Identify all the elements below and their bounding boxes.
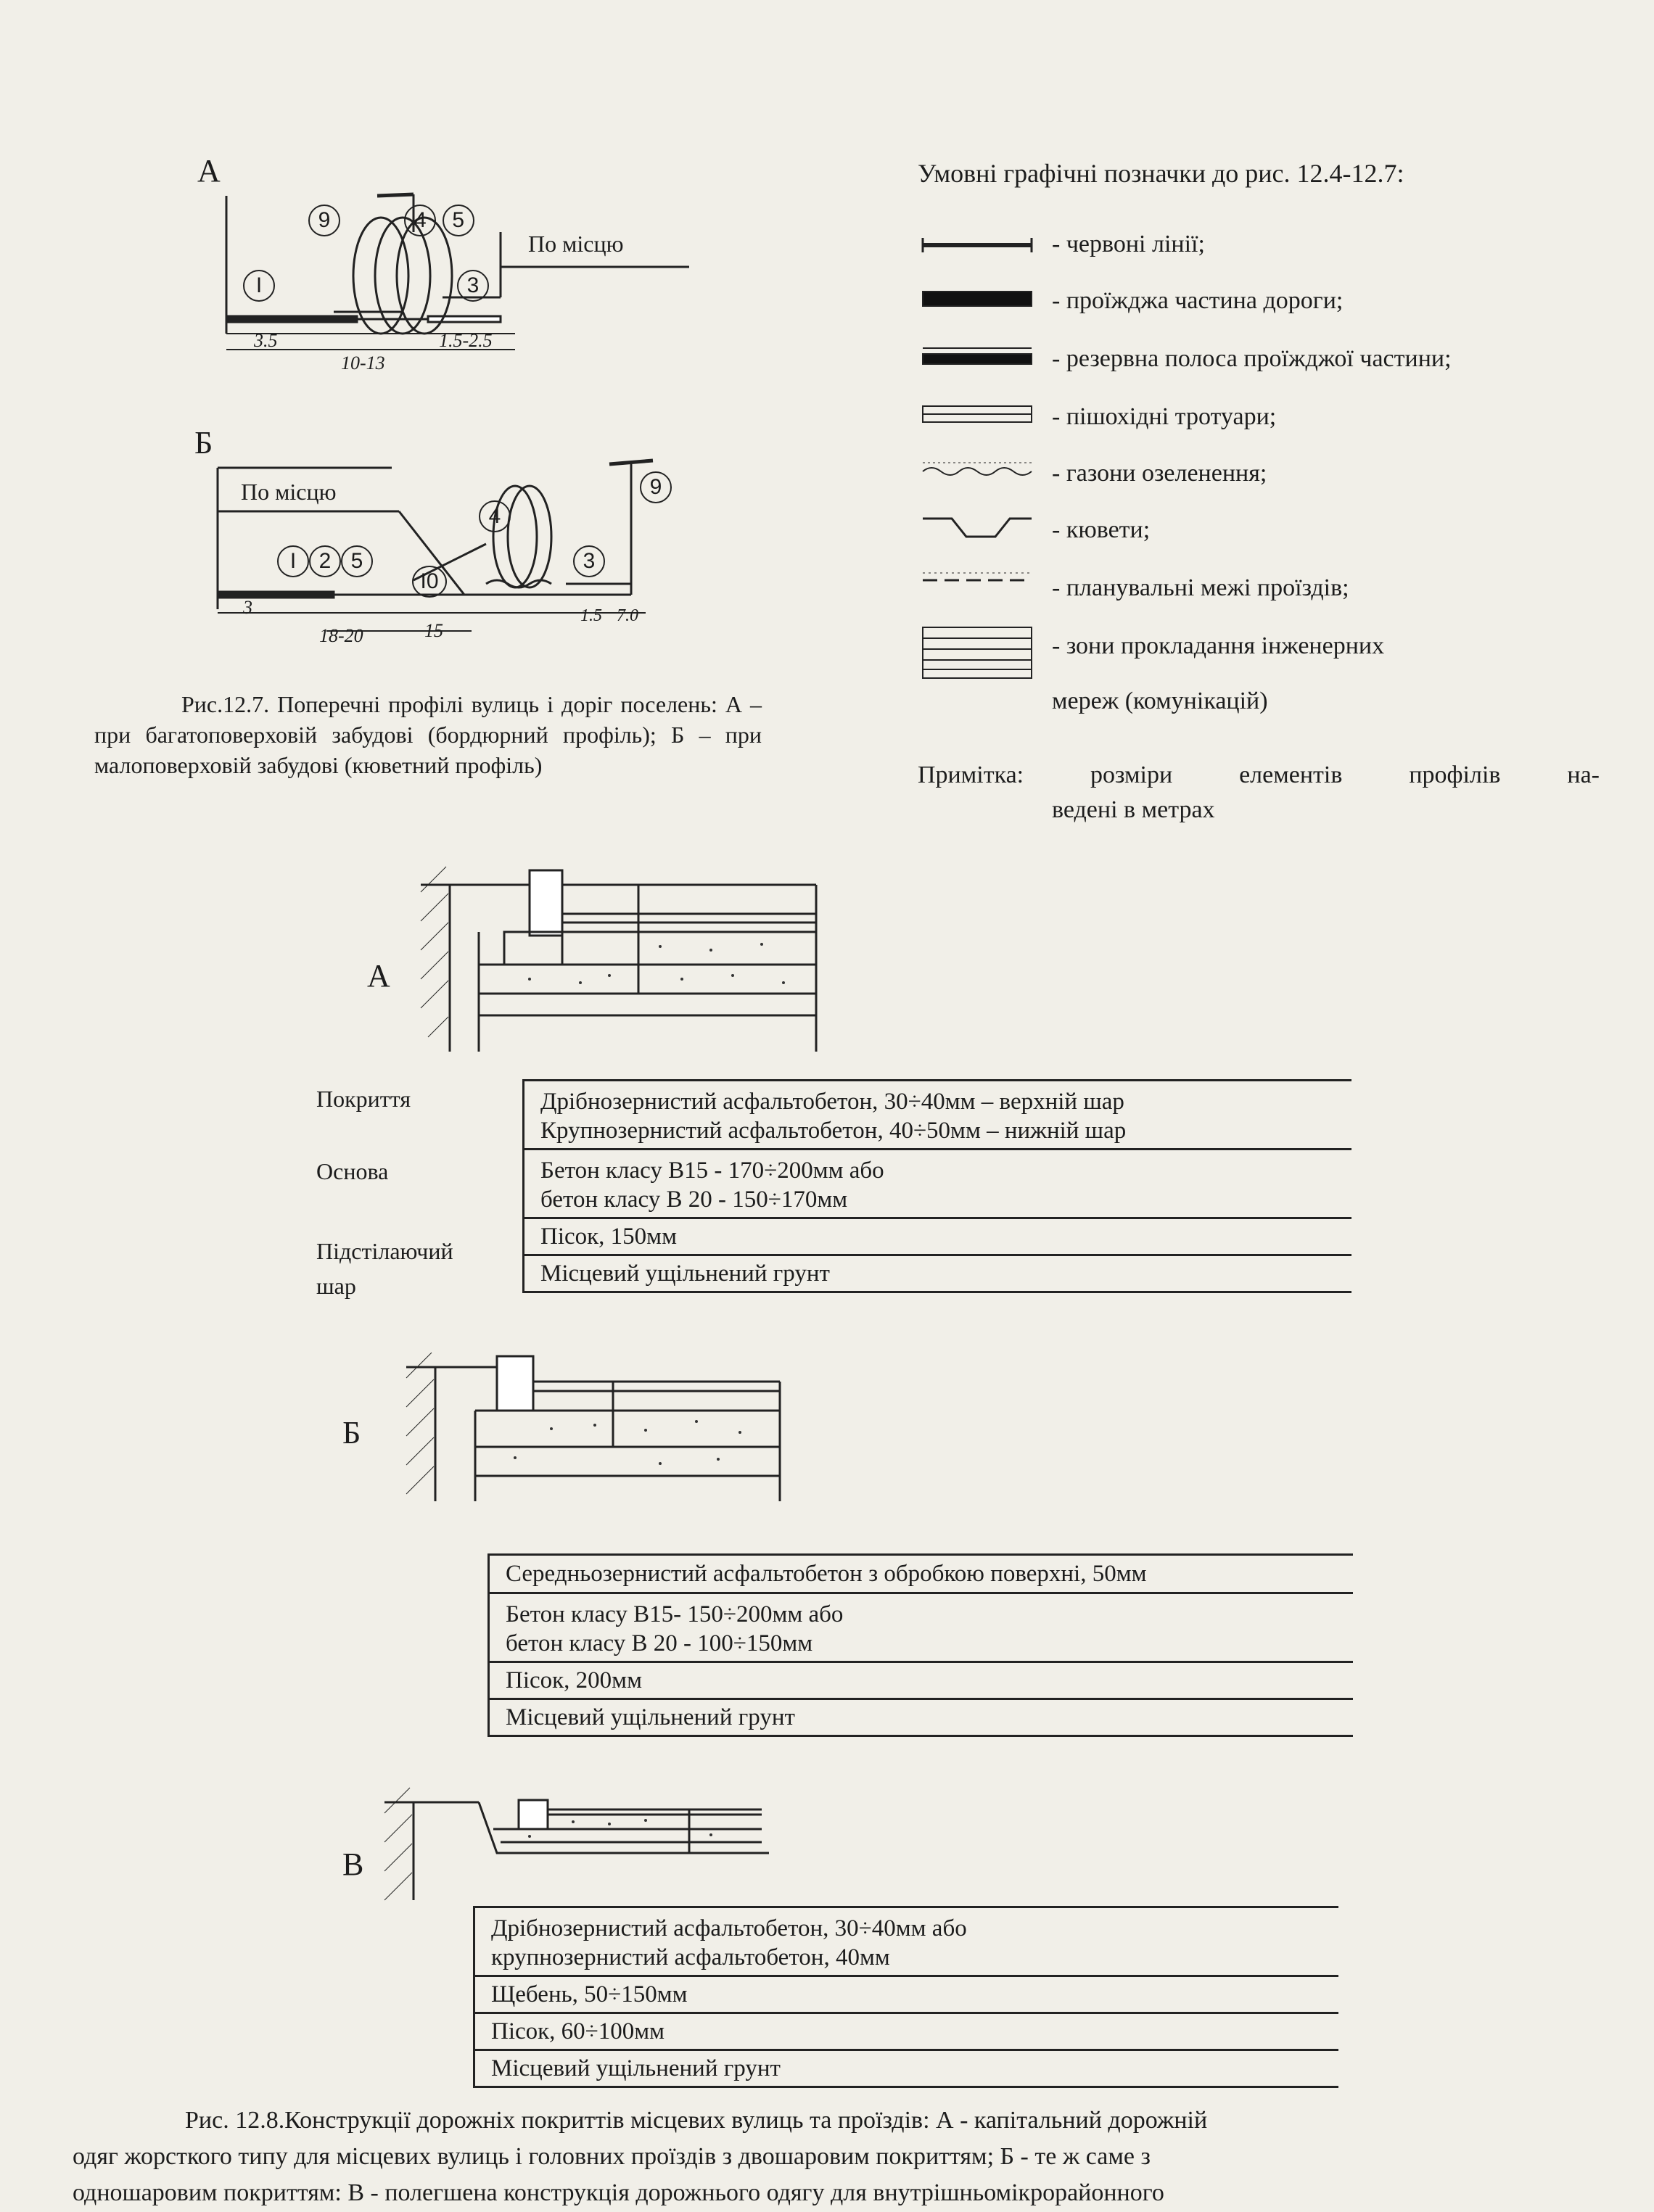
circle-9-b: 9 xyxy=(640,471,672,503)
layer-text: Пісок, 150мм xyxy=(540,1223,677,1250)
legend-note-2: ведені в метрах xyxy=(1052,796,1215,823)
po-mistsiu-b: По місцю xyxy=(241,479,337,505)
fig128-a-cross-section xyxy=(421,863,827,1066)
dim-a-1: 3.5 xyxy=(254,330,278,351)
circle-5: 5 xyxy=(443,205,474,236)
dim-a-2: 10-13 xyxy=(341,352,385,374)
fig128-a-side-pidstilaiuchyi: Підстілаючий xyxy=(316,1238,453,1264)
layer-text: Дрібнозернистий асфальтобетон, 30÷40мм або xyxy=(491,1915,967,1941)
layer-text: бетон класу В 20 - 150÷170мм xyxy=(540,1187,848,1213)
layer-row xyxy=(524,1256,1351,1293)
layer-row xyxy=(524,1150,1351,1219)
legend-item-reserve-lane: - резервна полоса проїжджої частини; xyxy=(1052,345,1452,372)
dim-b-4: 1.5 xyxy=(580,606,602,625)
fig128-label-a: А xyxy=(367,958,390,994)
legend-item-ditches: - кювети; xyxy=(1052,516,1151,543)
layer-text: бетон класу В 20 - 100÷150мм xyxy=(506,1630,813,1656)
layer-text: Місцевий ущільнений грунт xyxy=(491,2055,781,2081)
dim-a-3: 1.5-2.5 xyxy=(439,330,493,351)
layer-text: Дрібнозернистий асфальтобетон, 30÷40мм – верхній шар xyxy=(540,1089,1124,1115)
legend-note-1: Примітка: розміри елементів профілів на- xyxy=(918,762,1600,788)
legend-item-lawns: - газони озеленення; xyxy=(1052,460,1267,487)
fig128-b-cross-section xyxy=(406,1349,798,1523)
legend-item-sidewalks: - пішохідні тротуари; xyxy=(1052,403,1277,430)
layer-text: Пісок, 60÷100мм xyxy=(491,2018,665,2044)
fig127-a-circles xyxy=(308,205,474,236)
layer-text: Місцевий ущільнений грунт xyxy=(506,1704,795,1730)
legend-item-planning-borders: - планувальні межі проїздів; xyxy=(1052,574,1349,601)
layer-text: Місцевий ущільнений грунт xyxy=(540,1260,830,1287)
layer-row xyxy=(524,1079,1351,1150)
fig128-a-side-shar: шар xyxy=(316,1273,356,1299)
layer-text: Щебень, 50÷150мм xyxy=(491,1981,688,2007)
dim-b-1: 3 xyxy=(243,597,252,618)
circle-4-b: 4 xyxy=(479,500,511,532)
legend-item-engineering-zones: - зони прокладання інженерних xyxy=(1052,632,1385,659)
legend-item-red-lines: - червоні лінії; xyxy=(1052,231,1205,257)
fig128-a-side-osnova: Основа xyxy=(316,1158,389,1184)
fig127-label-a: А xyxy=(197,153,221,189)
layer-row xyxy=(490,1594,1353,1663)
legend-symbols xyxy=(916,225,1046,689)
po-mistsiu-a: По місцю xyxy=(528,231,624,257)
layer-text: Крупнозернистий асфальтобетон, 40÷50мм – нижній шар xyxy=(540,1118,1127,1144)
layer-row xyxy=(475,2051,1338,2088)
fig127-label-b: Б xyxy=(194,425,213,461)
legend-item-engineering-zones-cont: мереж (комунікацій) xyxy=(1052,688,1268,714)
dim-b-5: 7.0 xyxy=(617,606,638,625)
circle-2-b: 2 xyxy=(309,545,341,577)
layer-text: Бетон класу В15- 150÷200мм або xyxy=(506,1601,844,1627)
circle-3-a: 3 xyxy=(457,270,489,302)
circle-10-b: I0 xyxy=(412,566,447,598)
legend-title: Умовні графічні позначки до рис. 12.4-12.7: xyxy=(918,159,1404,188)
fig128-caption-line-1: Рис. 12.8.Конструкції дорожніх покриттів місцевих вулиць та проїздів: А - капітальний дорожній xyxy=(185,2107,1208,2134)
fig128-label-b: Б xyxy=(342,1415,361,1450)
fig128-label-v: В xyxy=(342,1846,364,1882)
layer-row xyxy=(475,1977,1338,2014)
circle-4: 4 xyxy=(404,205,436,236)
circle-i-a: I xyxy=(243,270,275,302)
circle-9: 9 xyxy=(308,205,340,236)
fig127-caption: Рис.12.7. Поперечні профілі вулиць і доріг поселень: А – при багатоповерховій забудові (бордюрний профіль); Б – при малоповерховій забудові (кюветний профіль) xyxy=(94,691,762,778)
circle-3-b: 3 xyxy=(573,545,605,577)
layer-row xyxy=(490,1700,1353,1737)
layer-text: Середньозернистий асфальтобетон з обробкою поверхні, 50мм xyxy=(506,1561,1147,1587)
dim-b-2: 18-20 xyxy=(319,625,363,646)
layer-text: крупнозернистий асфальтобетон, 40мм xyxy=(491,1944,890,1970)
fig128-caption-line-2: одяг жорсткого типу для місцевих вулиць і головних проїздів з двошаровим покриттям; Б - те ж саме з xyxy=(73,2143,1151,2170)
fig128-a-layers-table xyxy=(522,1079,1351,1293)
layer-text: Пісок, 200мм xyxy=(506,1667,642,1693)
dim-b-3: 15 xyxy=(424,620,443,641)
circle-5-b: 5 xyxy=(341,545,373,577)
layer-row xyxy=(475,1906,1338,1977)
fig128-b-layers-table xyxy=(487,1553,1353,1737)
layer-row xyxy=(524,1219,1351,1256)
fig128-v-layers-table xyxy=(473,1906,1338,2088)
layer-row xyxy=(490,1663,1353,1700)
layer-text: Бетон класу В15 - 170÷200мм або xyxy=(540,1157,884,1184)
circle-i-b: I xyxy=(277,545,309,577)
fig128-caption-line-3: одношаровим покриттям: В - полегшена конструкція дорожнього одягу для внутрішньомікрорайонного xyxy=(73,2179,1164,2206)
fig128-a-side-pokryttia: Покриття xyxy=(316,1086,411,1112)
legend-item-roadway: - проїжджа частина дороги; xyxy=(1052,287,1344,314)
fig128-v-cross-section xyxy=(384,1784,769,1915)
layer-row xyxy=(490,1553,1353,1594)
layer-row xyxy=(475,2014,1338,2051)
